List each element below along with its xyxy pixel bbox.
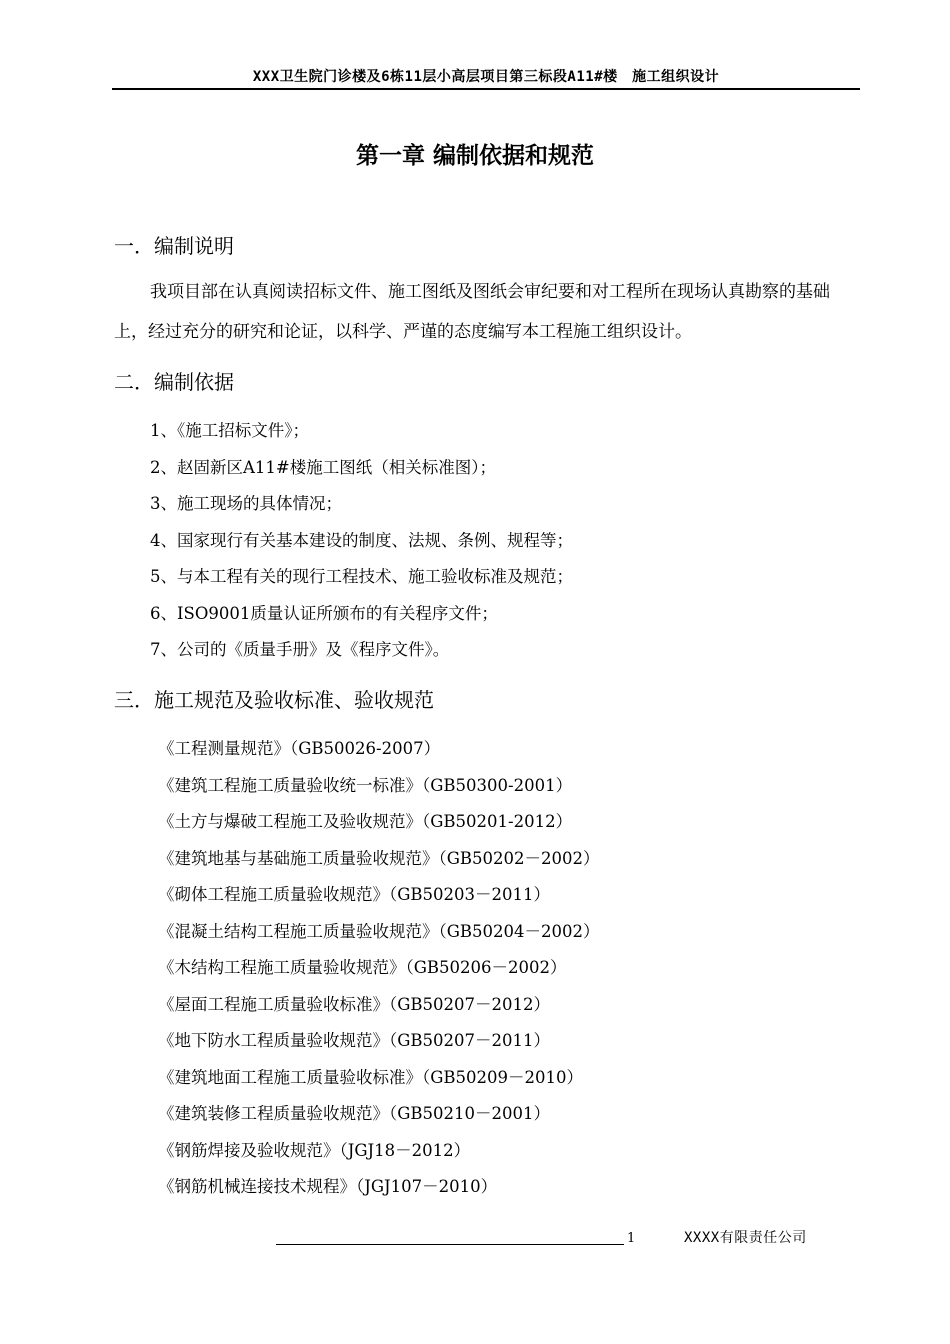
footer-rule bbox=[276, 1244, 624, 1245]
page-header: XXX卫生院门诊楼及6栋11层小高层项目第三标段A11#楼 施工组织设计 bbox=[252, 69, 720, 85]
standard-item: 《屋面工程施工质量验收标准》（GB50207－2012） bbox=[158, 995, 551, 1014]
explanation-paragraph: 我项目部在认真阅读招标文件、施工图纸及图纸会审纪要和对工程所在现场认真勘察的基础上，经过充分的研究和论证，以科学、严谨的态度编写本工程施工组织设计。 bbox=[114, 282, 830, 342]
page-number: 1 bbox=[627, 1231, 636, 1246]
standard-item: 《砌体工程施工质量验收规范》（GB50203－2011） bbox=[158, 885, 551, 904]
standard-item: 《木结构工程施工质量验收规范》（GB50206－2002） bbox=[158, 958, 567, 977]
standard-item: 《土方与爆破工程施工及验收规范》（GB50201-2012） bbox=[158, 812, 573, 831]
section-heading-explanation: 一．编制说明 bbox=[114, 234, 234, 258]
basis-item: 2、赵固新区A11#楼施工图纸（相关标准图）； bbox=[150, 458, 496, 477]
basis-item: 7、公司的《质量手册》及《程序文件》。 bbox=[150, 640, 450, 659]
basis-item: 1、《施工招标文件》； bbox=[150, 421, 309, 440]
standard-item: 《建筑地基与基础施工质量验收规范》（GB50202－2002） bbox=[158, 849, 600, 868]
section-heading-standards: 三．施工规范及验收标准、验收规范 bbox=[114, 688, 434, 712]
footer-company: XXXX有限责任公司 bbox=[684, 1230, 807, 1246]
basis-item: 4、国家现行有关基本建设的制度、法规、条例、规程等； bbox=[150, 531, 573, 550]
basis-item: 3、施工现场的具体情况； bbox=[150, 494, 342, 513]
standard-item: 《地下防水工程质量验收规范》（GB50207－2011） bbox=[158, 1031, 551, 1050]
standard-item: 《建筑地面工程施工质量验收标准》（GB50209－2010） bbox=[158, 1068, 584, 1087]
standard-item: 《建筑工程施工质量验收统一标准》（GB50300-2001） bbox=[158, 776, 573, 795]
standard-item: 《工程测量规范》（GB50026-2007） bbox=[158, 739, 441, 758]
standard-item: 《混凝土结构工程施工质量验收规范》（GB50204－2002） bbox=[158, 922, 600, 941]
basis-item: 5、与本工程有关的现行工程技术、施工验收标准及规范； bbox=[150, 567, 573, 586]
chapter-title: 第一章 编制依据和规范 bbox=[355, 143, 594, 169]
basis-item: 6、ISO9001质量认证所颁布的有关程序文件； bbox=[150, 604, 498, 623]
standard-item: 《钢筋机械连接技术规程》（JGJ107－2010） bbox=[158, 1177, 498, 1196]
standard-item: 《建筑装修工程质量验收规范》（GB50210－2001） bbox=[158, 1104, 551, 1123]
standard-item: 《钢筋焊接及验收规范》（JGJ18－2012） bbox=[158, 1141, 471, 1160]
section-heading-basis: 二．编制依据 bbox=[114, 370, 234, 394]
header-rule bbox=[112, 88, 860, 90]
